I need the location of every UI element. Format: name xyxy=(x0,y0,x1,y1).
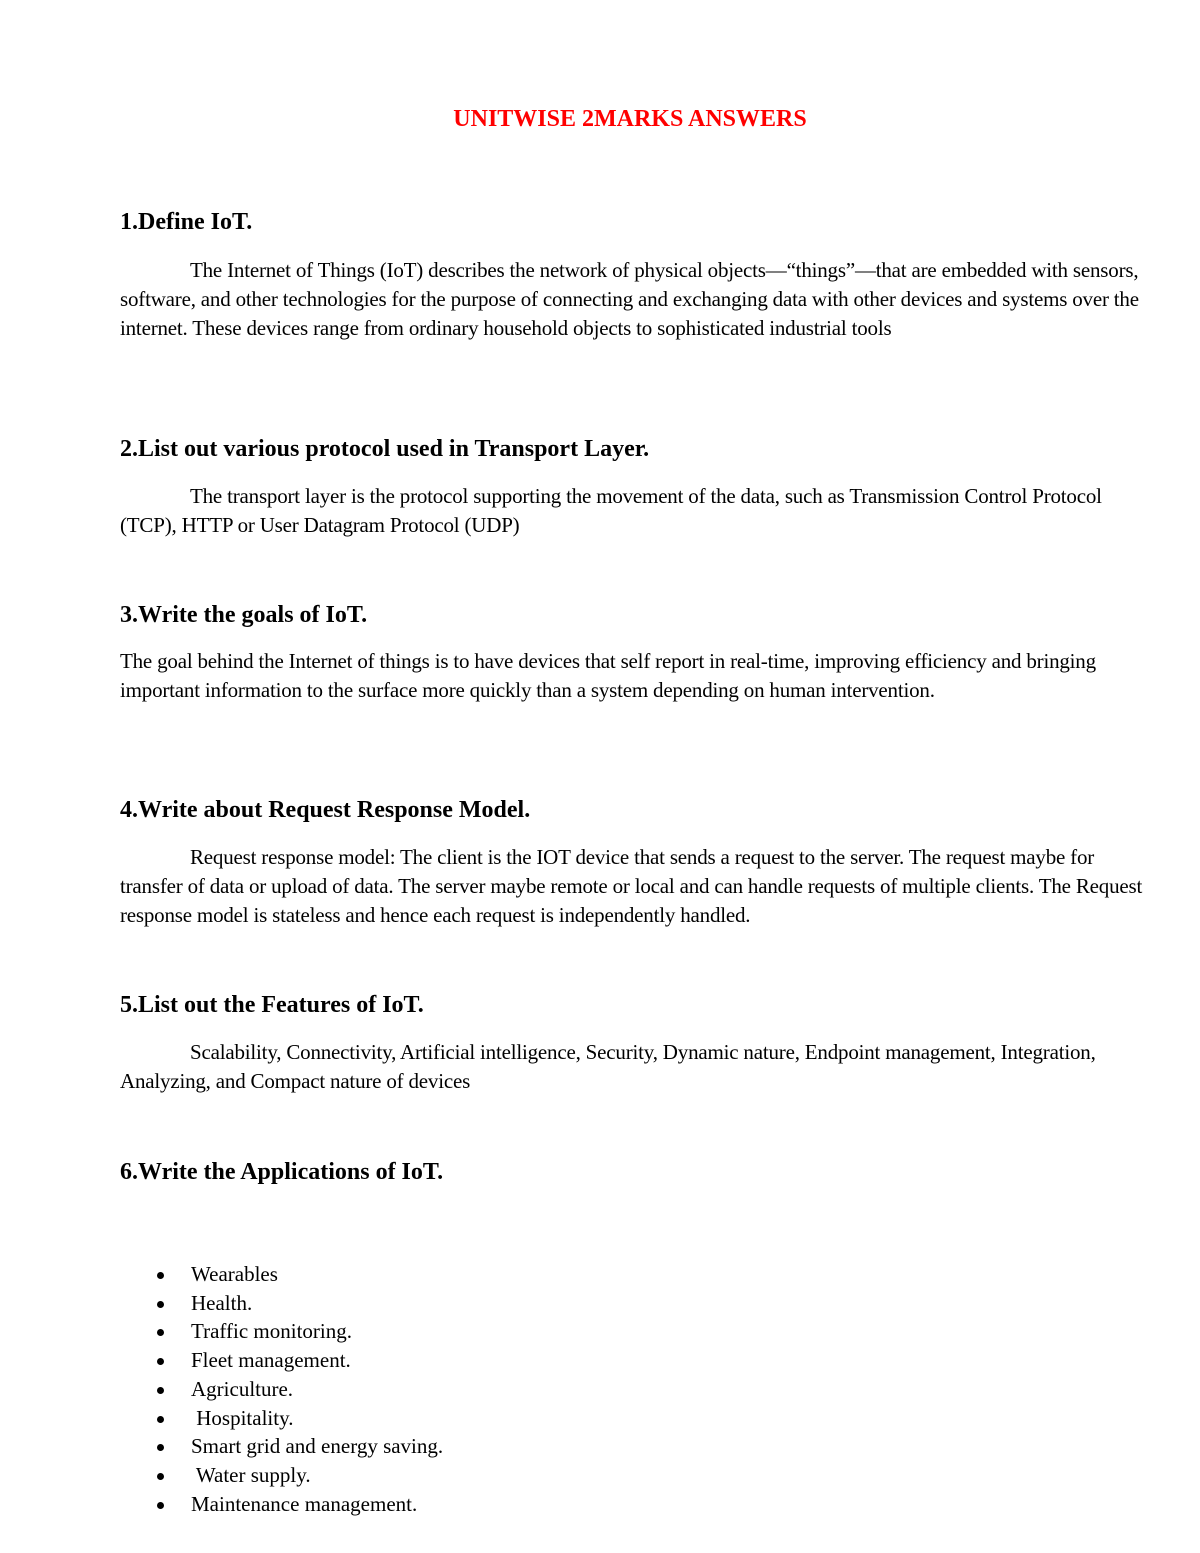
list-item-text: Hospitality. xyxy=(191,1405,294,1430)
bullet-icon xyxy=(157,1301,164,1308)
question-4 xyxy=(120,795,1150,930)
list-item xyxy=(120,1346,1150,1375)
list-item xyxy=(120,1289,1150,1318)
question-5-heading: 5.List out the Features of IoT. xyxy=(120,992,424,1018)
list-item-text: Fleet management. xyxy=(191,1348,351,1373)
question-1-answer: The Internet of Things (IoT) describes the network of physical objects—“things”—that are embedded with sensors, software, and other technologies for the purpose of connecting and exchanging data with other devices and systems over the internet. These devices range from ordinary household objects to sophisticated industrial tools xyxy=(120,258,1139,340)
question-4-answer: Request response model: The client is the IOT device that sends a request to the server. The request maybe for transfer of data or upload of data. The server maybe remote or local and can handle requests of multiple clients. The Request response model is stateless and hence each request is independently handled. xyxy=(120,845,1143,927)
bullet-icon xyxy=(157,1358,164,1365)
question-5-answer: Scalability, Connectivity, Artificial intelligence, Security, Dynamic nature, Endpoint management, Integration, Analyzing, and Compact nature of devices xyxy=(120,1040,1096,1093)
bullet-icon xyxy=(157,1444,164,1451)
question-3-heading: 3.Write the goals of IoT. xyxy=(120,602,368,628)
list-item xyxy=(120,1317,1150,1346)
question-5 xyxy=(120,990,1150,1096)
bullet-icon xyxy=(157,1272,164,1279)
bullet-icon xyxy=(157,1473,164,1480)
list-item xyxy=(120,1432,1150,1461)
list-item-text: Agriculture. xyxy=(191,1376,294,1401)
document-title: UNITWISE 2MARKS ANSWERS xyxy=(453,106,807,132)
list-item-text: Health. xyxy=(191,1290,253,1315)
list-item-text: Smart grid and energy saving. xyxy=(191,1434,444,1459)
question-6 xyxy=(120,1157,1150,1518)
bullet-icon xyxy=(157,1329,164,1336)
list-item-text: Water supply. xyxy=(191,1462,311,1487)
question-4-heading: 4.Write about Request Response Model. xyxy=(120,797,531,823)
question-1-heading: 1.Define IoT. xyxy=(120,209,253,235)
bullet-icon xyxy=(157,1416,164,1423)
bullet-icon xyxy=(157,1502,164,1509)
list-item-text: Traffic monitoring. xyxy=(191,1319,352,1344)
bullet-icon xyxy=(157,1387,164,1394)
question-3 xyxy=(120,600,1150,705)
list-item xyxy=(120,1260,1150,1289)
list-item xyxy=(120,1404,1150,1433)
list-item-text: Maintenance management. xyxy=(191,1491,418,1516)
list-item xyxy=(120,1490,1150,1519)
question-1 xyxy=(120,207,1150,343)
question-2 xyxy=(120,434,1150,540)
question-6-heading: 6.Write the Applications of IoT. xyxy=(120,1159,444,1185)
list-item-text: Wearables xyxy=(191,1262,278,1286)
question-2-heading: 2.List out various protocol used in Transport Layer. xyxy=(120,436,650,462)
list-item xyxy=(120,1375,1150,1404)
question-3-answer: The goal behind the Internet of things is to have devices that self report in real-time, improving efficiency and bringing important information to the surface more quickly than a system depending on human intervention. xyxy=(120,649,1096,702)
question-2-answer: The transport layer is the protocol supporting the movement of the data, such as Transmission Control Protocol (TCP), HTTP or User Datagram Protocol (UDP) xyxy=(120,484,1102,537)
list-item xyxy=(120,1461,1150,1490)
applications-list xyxy=(120,1260,1150,1518)
